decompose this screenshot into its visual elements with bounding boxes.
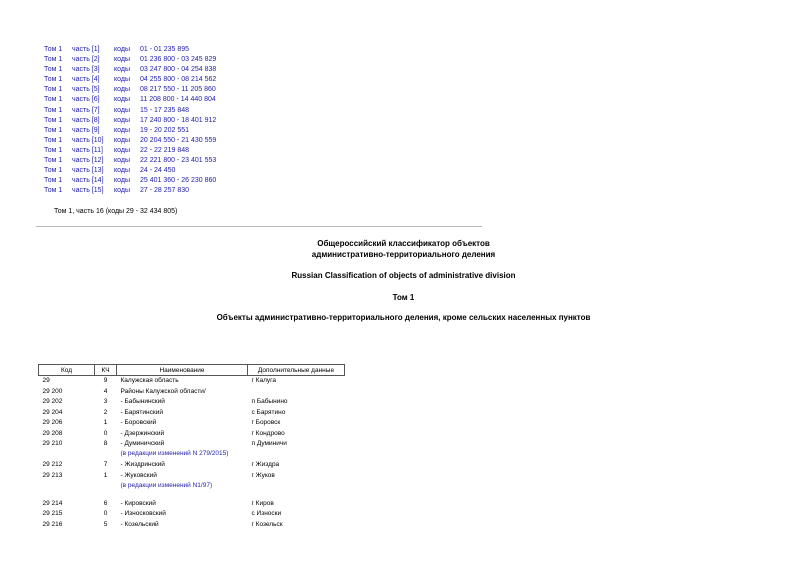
cell-name (117, 397, 248, 408)
revision-note[interactable]: (в редакции изменений N 279/2015) (120, 450, 229, 457)
cell-kc: 2 (103, 408, 108, 416)
cell-kc: 0 (103, 429, 108, 437)
codes-label[interactable]: коды (114, 136, 130, 144)
code-range[interactable]: 01 - 01 235 895 (140, 46, 190, 53)
volume-link-row[interactable] (44, 176, 240, 186)
codes-label[interactable]: коды (114, 126, 130, 134)
volume-label[interactable]: Том 1 (44, 96, 63, 104)
cell-name (117, 387, 248, 398)
volume-label[interactable]: Том 1 (44, 126, 63, 134)
volume-label[interactable]: Том 1 (44, 146, 63, 154)
codes-label[interactable]: коды (114, 177, 130, 185)
codes-label[interactable]: коды (114, 187, 130, 195)
volume-label[interactable]: Том 1 (44, 177, 63, 185)
cell-name (117, 418, 248, 429)
part-label[interactable]: часть [5] (72, 86, 100, 94)
part-label[interactable]: часть [4] (72, 76, 100, 84)
row-name: - Боровский (120, 419, 157, 426)
row-name: - Бабынинский (120, 398, 165, 405)
codes-label[interactable]: коды (114, 146, 130, 154)
row-name: - Жиздринский (120, 461, 165, 468)
cell-code: 29 214 (42, 499, 63, 507)
cell-extra: г Жиздра (251, 461, 280, 468)
volume-heading: Том 1 (392, 293, 415, 302)
cell-code: 29 (42, 377, 50, 384)
cell-name (117, 471, 248, 499)
table-row (39, 520, 345, 531)
codes-label[interactable]: коды (114, 46, 130, 53)
part-label[interactable]: часть [12] (72, 157, 104, 165)
table-row (39, 460, 345, 471)
volume-label[interactable]: Том 1 (44, 157, 63, 165)
cell-extra: г Кондрово (251, 429, 285, 437)
codes-label[interactable]: коды (114, 167, 130, 175)
part-label[interactable]: часть [13] (72, 167, 104, 175)
page-subtitle: Объекты административно-территориального деления, кроме сельских населенных пунктов (216, 313, 591, 322)
cell-name (117, 429, 248, 440)
row-name: - Думиничский (120, 440, 165, 447)
cell-kc: 4 (103, 387, 108, 395)
cell-extra: г Жуков (251, 471, 275, 479)
cell-extra: п Думиничи (251, 440, 287, 447)
cell-extra: г Козельск (251, 520, 283, 528)
row-name: - Барятинский (120, 408, 163, 416)
volume-link-row[interactable] (44, 95, 240, 105)
cell-code: 29 216 (42, 520, 63, 528)
cell-kc: 5 (103, 520, 108, 528)
volume-link-row[interactable] (44, 146, 240, 156)
volume-link-row[interactable] (44, 45, 240, 55)
table-row (39, 418, 345, 429)
code-range[interactable]: 15 - 17 235 848 (140, 106, 190, 114)
cell-name (117, 376, 248, 387)
cell-code: 29 206 (42, 419, 63, 426)
table-row (39, 439, 345, 460)
cell-name (117, 439, 248, 460)
volume-label[interactable]: Том 1 (44, 46, 63, 53)
header-code: Код (39, 365, 95, 376)
volume-label[interactable]: Том 1 (44, 76, 63, 84)
part-label[interactable]: часть [14] (72, 177, 104, 185)
cell-code: 29 202 (42, 398, 63, 405)
code-range[interactable]: 25 401 360 - 26 230 860 (140, 177, 217, 185)
cell-name (117, 460, 248, 471)
volume-label[interactable]: Том 1 (44, 167, 63, 175)
table-header-row (39, 365, 345, 376)
cell-code: 29 208 (42, 429, 63, 437)
header-kc: КЧ (95, 365, 117, 376)
part-label[interactable]: часть [11] (72, 146, 103, 154)
code-range[interactable]: 08 217 550 - 11 205 860 (140, 86, 216, 94)
divider (36, 226, 482, 227)
volume-link-row[interactable] (44, 166, 240, 176)
row-name: Районы Калужской области/ (120, 387, 206, 395)
cell-kc: 1 (103, 419, 108, 426)
codes-label[interactable]: коды (114, 66, 130, 74)
cell-kc: 7 (103, 461, 108, 468)
row-name: Калужская область (120, 377, 179, 384)
title-ru-line2: административно-территориального деления (311, 250, 496, 259)
codes-label[interactable]: коды (114, 86, 130, 94)
volume-label[interactable]: Том 1 (44, 187, 63, 195)
codes-label[interactable]: коды (114, 96, 130, 104)
cell-extra: с Барятино (251, 408, 286, 416)
header-name: Наименование (117, 365, 248, 376)
cell-code: 29 213 (42, 471, 63, 479)
cell-code: 29 200 (42, 387, 63, 395)
cell-extra (248, 387, 345, 398)
volume-link-row[interactable] (44, 106, 240, 116)
table-row (39, 499, 345, 510)
code-range[interactable]: 22 221 800 - 23 401 553 (140, 157, 217, 165)
part-label[interactable]: часть [8] (72, 116, 100, 124)
cell-kc: 8 (103, 440, 108, 447)
volume-label[interactable]: Том 1 (44, 86, 63, 94)
codes-label[interactable]: коды (114, 56, 130, 64)
volume-label[interactable]: Том 1 (44, 136, 63, 144)
volume-link-row[interactable] (44, 65, 240, 75)
volume-link-row[interactable] (44, 136, 240, 146)
row-name: - Дзержинский (120, 429, 165, 437)
part-label[interactable]: часть [7] (72, 106, 100, 114)
cell-name (117, 509, 248, 520)
volume-link-row[interactable] (44, 116, 240, 126)
title-ru-line1: Общероссийский классификатор объектов (317, 239, 490, 248)
part-label[interactable]: часть [9] (72, 126, 100, 134)
row-name: - Козельский (120, 520, 159, 528)
code-range[interactable]: 27 - 28 257 830 (140, 187, 190, 195)
classifier-table (38, 364, 345, 530)
code-range[interactable]: 01 236 800 - 03 245 829 (140, 56, 217, 64)
part-label[interactable]: часть [6] (72, 96, 100, 104)
revision-note[interactable]: (в редакции изменений N1/97) (120, 481, 213, 489)
cell-extra: с Износки (251, 510, 282, 517)
table-row (39, 471, 345, 499)
code-range[interactable]: 17 240 800 - 18 401 912 (140, 116, 217, 124)
cell-name (117, 408, 248, 419)
cell-kc: 6 (103, 499, 108, 507)
codes-label[interactable]: коды (114, 106, 130, 114)
volume-label[interactable]: Том 1 (44, 66, 63, 74)
cell-name (117, 520, 248, 531)
table-row (39, 429, 345, 440)
volume-link-row[interactable] (44, 126, 240, 136)
row-name: - Износковский (120, 510, 166, 517)
part-label[interactable]: часть [15] (72, 187, 104, 195)
cell-kc: 1 (103, 471, 108, 479)
cell-code: 29 210 (42, 440, 63, 447)
cell-extra: г Киров (251, 499, 274, 507)
header-extra: Дополнительные данные (248, 365, 345, 376)
code-range[interactable]: 20 204 550 - 21 430 559 (140, 136, 217, 144)
cell-name (117, 499, 248, 510)
volume-label[interactable]: Том 1 (44, 56, 63, 64)
row-name: - Кировский (120, 499, 156, 507)
volume-label[interactable]: Том 1 (44, 106, 63, 114)
volume-link-row[interactable] (44, 85, 240, 95)
table-row (39, 397, 345, 408)
codes-label[interactable]: коды (114, 157, 130, 165)
volume-label[interactable]: Том 1 (44, 116, 63, 124)
table-row (39, 509, 345, 520)
codes-label[interactable]: коды (114, 116, 130, 124)
cell-code: 29 215 (42, 510, 63, 517)
volume-link-row[interactable] (44, 156, 240, 166)
code-range[interactable]: 22 - 22 219 848 (140, 146, 190, 154)
cell-kc: 9 (103, 377, 108, 384)
volume-link-row[interactable] (44, 75, 240, 85)
code-range[interactable]: 19 - 20 202 551 (140, 126, 190, 134)
table-row (39, 376, 345, 387)
title-en: Russian Classification of objects of administrative division (291, 271, 516, 280)
cell-extra: г Калуга (251, 377, 276, 384)
cell-extra: п Бабынино (251, 398, 288, 405)
cell-kc: 0 (103, 510, 108, 517)
code-range[interactable]: 03 247 800 - 04 254 838 (140, 66, 217, 74)
table-row (39, 408, 345, 419)
volume-navigation (44, 45, 240, 196)
volume-link-row[interactable] (44, 186, 240, 196)
table-row (39, 387, 345, 398)
code-range[interactable]: 04 255 800 - 08 214 562 (140, 76, 217, 84)
part-label[interactable]: часть [10] (72, 136, 104, 144)
current-part-label: Том 1, часть 16 (коды 29 - 32 434 805) (54, 208, 178, 215)
code-range[interactable]: 24 - 24 450 (140, 167, 176, 175)
cell-code: 29 204 (42, 408, 63, 416)
code-range[interactable]: 11 208 800 - 14 440 804 (140, 96, 216, 104)
volume-link-row[interactable] (44, 55, 240, 65)
cell-code: 29 212 (42, 461, 63, 468)
part-label[interactable]: часть [3] (72, 66, 100, 74)
part-label[interactable]: часть [2] (72, 56, 100, 64)
part-label[interactable]: часть [1] (72, 46, 100, 53)
cell-kc: 3 (103, 398, 108, 405)
cell-extra: г Боровск (251, 419, 281, 426)
codes-label[interactable]: коды (114, 76, 130, 84)
row-name: - Жуковский (120, 471, 157, 479)
